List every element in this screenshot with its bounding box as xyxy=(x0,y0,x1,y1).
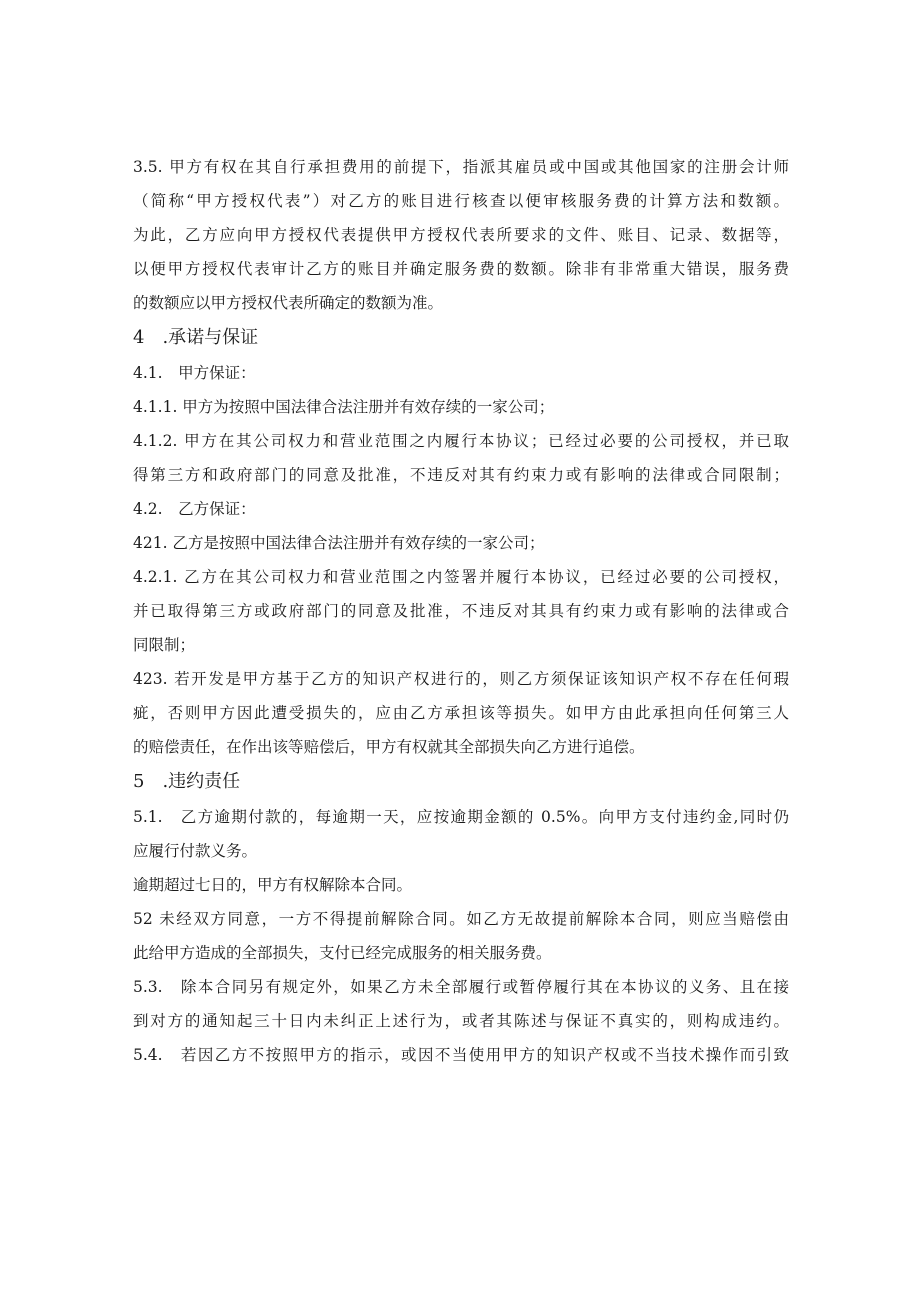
text-line: 5.4. 若因乙方不按照甲方的指示，或因不当使用甲方的知识产权或不当技术操作而引致 xyxy=(133,1046,789,1064)
text-line: 421. 乙方是按照中国法律合法注册并有效存续的一家公司； xyxy=(133,534,545,552)
text-line: 为此，乙方应向甲方授权代表提供甲方授权代表所要求的文件、账目、记录、数据等， xyxy=(133,226,789,244)
text-line: （简称“甲方授权代表”）对乙方的账目进行核查以便审核服务费的计算方法和数额。 xyxy=(133,192,789,210)
text-line: 的数额应以甲方授权代表所确定的数额为准。 xyxy=(133,294,444,312)
text-line: 到对方的通知起三十日内未纠正上述行为，或者其陈述与保证不真实的，则构成违约。 xyxy=(133,1012,789,1030)
text-line: 423. 若开发是甲方基于乙方的知识产权进行的，则乙方须保证该知识产权不存在任何瑕 xyxy=(133,670,789,688)
text-line: 4.1.2. 甲方在其公司权力和营业范围之内履行本协议；已经过必要的公司授权，并已取 xyxy=(133,432,789,450)
text-line: 同限制； xyxy=(133,636,196,654)
text-line: 4.1.1. 甲方为按照中国法律合法注册并有效存续的一家公司； xyxy=(133,398,555,416)
text-line: 并已取得第三方或政府部门的同意及批准，不违反对其具有约束力或有影响的法律或合 xyxy=(133,602,789,620)
text-line: 疵，否则甲方因此遭受损失的，应由乙方承担该等损失。如甲方由此承担向任何第三人 xyxy=(133,704,789,722)
text-line: 4.2.1. 乙方在其公司权力和营业范围之内签署并履行本协议，已经过必要的公司授权， xyxy=(133,568,789,586)
text-line: 5.1. 乙方逾期付款的，每逾期一天，应按逾期金额的 0.5%。向甲方支付违约金,同时仍 xyxy=(133,808,789,826)
text-line: 应履行付款义务。 xyxy=(133,842,258,860)
document-body xyxy=(133,150,789,1072)
text-line: 4.1. 甲方保证： xyxy=(133,364,256,382)
text-line: 以便甲方授权代表审计乙方的账目并确定服务费的数额。除非有非常重大错误，服务费 xyxy=(133,260,789,278)
text-line: 的赔偿责任，在作出该等赔偿后，甲方有权就其全部损失向乙方进行追偿。 xyxy=(133,738,645,756)
text-line: 5.3. 除本合同另有规定外，如果乙方未全部履行或暂停履行其在本协议的义务、且在接 xyxy=(133,978,789,996)
section-heading: 4 .承诺与保证 xyxy=(133,327,259,348)
text-line: 逾期超过七日的，甲方有权解除本合同。 xyxy=(133,876,413,894)
text-line: 52 未经双方同意，一方不得提前解除合同。如乙方无故提前解除本合同，则应当赔偿由 xyxy=(133,910,789,928)
text-line: 得第三方和政府部门的同意及批准，不违反对其有约束力或有影响的法律或合同限制； xyxy=(133,466,789,484)
text-line: 3.5. 甲方有权在其自行承担费用的前提下，指派其雇员或中国或其他国家的注册会计师 xyxy=(133,158,789,176)
section-heading: 5 .违约责任 xyxy=(133,771,241,792)
text-line: 此给甲方造成的全部损失，支付已经完成服务的相关服务费。 xyxy=(133,944,552,962)
text-line: 4.2. 乙方保证： xyxy=(133,500,256,518)
